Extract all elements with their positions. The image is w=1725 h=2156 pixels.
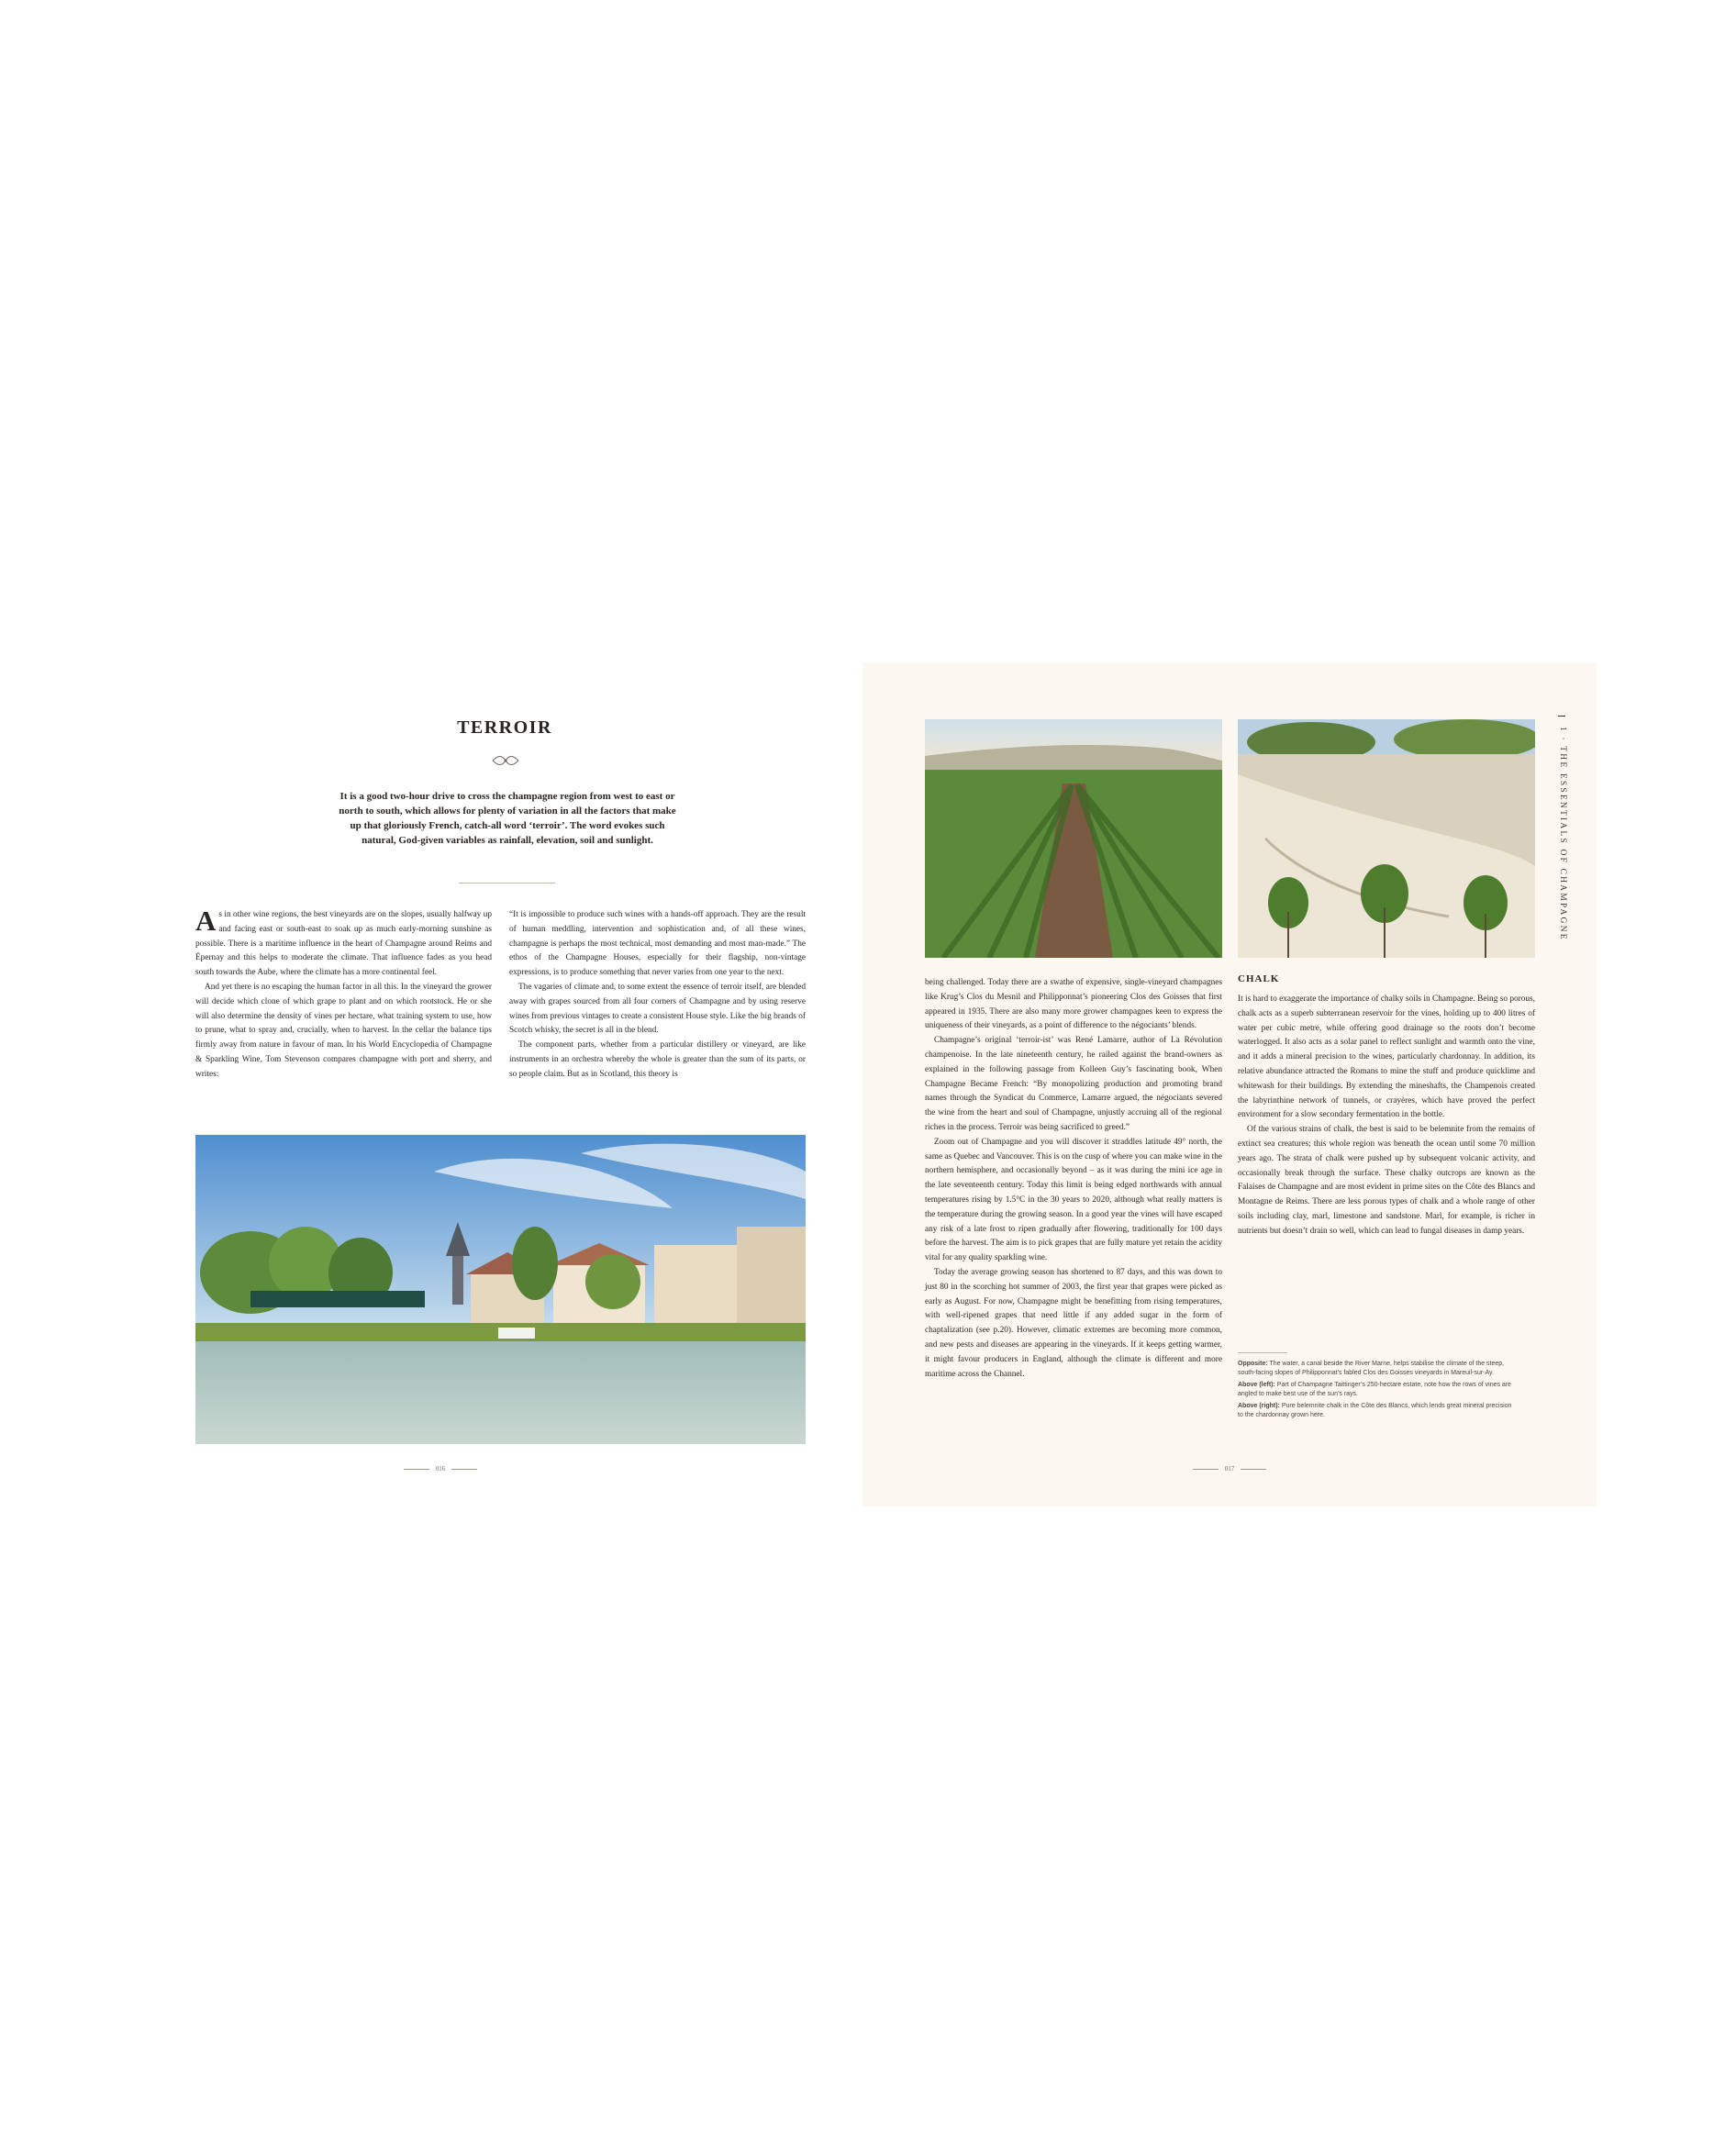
divider [1558,716,1565,717]
body-paragraph: And yet there is no escaping the human factor in all this. In the vineyard the grower will decide which clone of which grape to plant and on which rootstock. He or she will also determine the density of vines per hectare, what training system to use, how to prune, what to spray and, crucially, when to harvest. In the cellar the balance tips firmly away from nature in favour of man. In his World Encyclopedia of Champagne & Sparkling Wine, Tom Stevenson compares champagne with port and sherry, and writes: [195,982,492,1079]
ornament-icon [491,754,520,767]
divider [1238,1352,1287,1353]
text-column-2 [509,908,806,1083]
caption: Above (right): Pure belemnite chalk in the Côte des Blancs, which lends great mineral precision to the chardonnay grown here. [1238,1403,1512,1418]
village-canal-photo [195,1135,806,1444]
body-paragraph: As in other wine regions, the best vineyards are on the slopes, usually halfway up and facing east or south-east to soak up as much early-morning sunshine as possible. There is a maritime influence in the heart of Champagne around Reims and Épernay and this helps to moderate the climate. That influence fades as you head south towards the Aube, where the climate has a more continental feel. [195,905,492,978]
text-column-3 [925,976,1222,1382]
photo-captions [1238,1360,1513,1423]
page-title: TERROIR [457,717,552,738]
body-paragraph: “It is impossible to produce such wines with a hands-off approach. They are the result of human meddling, intervention and sophistication and, of all these wines, champagne is perhaps the most technical, most demanding and most man-made.” The ethos of the Champagne Houses, especially for their flagship, non-vintage expressions, is to produce something that never varies from one year to the next. [509,910,806,978]
body-paragraph: being challenged. Today there are a swathe of expensive, single-vineyard champagnes like Krug’s Clos du Mesnil and Philipponnat’s pioneering Clos des Goisses that first appeared in 1935. There are also many more grower champagnes keen to express the uniqueness of their vineyards, as a point of difference to the négociants’ blends. [925,978,1222,1031]
left-page [138,662,872,1506]
chapter-label: 1 · THE ESSENTIALS OF CHAMPAGNE [1558,727,1567,941]
right-page [862,662,1597,1506]
vineyard-rows-photo [925,719,1222,958]
body-paragraph: It is hard to exaggerate the importance of chalky soils in Champagne. Being so porous, chalk acts as a superb subterranean reservoir for the vines, holding up to 400 litres of water per cubic metre, while offering good drainage so the roots don’t become waterlogged. It also acts as a solar panel to reflect sunlight and warmth onto the vine, and it adds a mineral precision to the wines, particularly chardonnay. In addition, its relative abundance attracted the Romans to mine the stuff and produce quicklime and whitewash for their buildings. By extending the mineshafts, the Champenois created the labyrinthine network of tunnels, or crayères, which have proved the perfect environment for a slow secondary fermentation in the bottle. [1238,995,1535,1120]
body-paragraph: Today the average growing season has shortened to 87 days, and this was down to just 80 in the scorching hot summer of 2003, the first year that grapes were picked as early as August. For now, Champagne might be benefitting from rising temperatures, with well-ripened grapes that need little if any added sugar in the form of chaptalization (see p.20). However, climatic extremes are becoming more common, and new pests and diseases are appearing in the vineyards. If it keeps getting warmer, it might favour producers in England, although the climate is different and more maritime across the Channel. [925,1267,1222,1379]
page-number: 017 [1193,1465,1266,1474]
page-number: 016 [404,1465,477,1474]
body-paragraph: Champagne’s original ‘terroir-ist’ was René Lamarre, author of La Révolution champenoise. In the late nineteenth century, he railed against the brand-owners as explained in the following passage from Kolleen Guy’s fascinating book, When Champagne Became French: “By monopolizing production and promoting brand names through the Syndicat du Commerce, Lamarre argued, the négociants severed the wine from the heart and soul of Champagne, unjustly accruing all of the regional riches in the process. Terroir was being sacrificed to greed.” [925,1036,1222,1132]
body-paragraph: Of the various strains of chalk, the best is said to be belemnite from the remains of extinct sea creatures; this whole region was beneath the ocean until some 70 million years ago. The strata of chalk were pushed up by subsequent volcanic activity, and occasionally break through the surface. These chalky outcrops are known as the Falaises de Champagne and are most evident in prime sites on the Côte des Blancs and Montagne de Reims. There are less porous types of chalk and a whole range of other soils including clay, marl, limestone and sandstone. Marl, for example, is richer in nutrients but doesn’t drain so well, which can lead to fungal diseases in damp years. [1238,1125,1535,1236]
drop-cap: A [195,905,217,937]
caption: Above (left): Part of Champagne Taittinger’s 250-hectare estate, note how the rows of vines are angled to make best use of the sun’s rays. [1238,1382,1512,1397]
text-column-1 [195,905,492,1083]
divider [459,883,555,884]
chalk-soil-photo [1238,719,1535,958]
body-paragraph: Zoom out of Champagne and you will discover it straddles latitude 49° north, the same as Quebec and Vancouver. This is on the cusp of where you can make wine in the northern hemisphere, and occasionally beyond – as it was during the mini ice age in the late seventeenth century. Today this limit is being edged northwards with annual temperatures rising by 1.5°C in the 30 years to 2020, although what really matters is the temperature during the growing season. In a good year the vines will have escaped any risk of a late frost to ripen gradually after flowering, traditionally for 100 days before the harvest. The aim is to pick grapes that are fully mature yet retain the acidity vital for any quality sparkling wine. [925,1137,1222,1263]
body-paragraph: The vagaries of climate and, to some extent the essence of terroir itself, are blended away with grapes sourced from all four corners of Champagne and by using reserve wines from previous vintages to create a consistent House style. Like the big brands of Scotch whisky, the secret is all in the blend. [509,982,806,1036]
intro-paragraph: It is a good two-hour drive to cross the champagne region from west to east or north to south, which allows for plenty of variation in all the factors that make up that gloriously French, catch-all word ‘terroir’. The word evokes such natural, God-given variables as rainfall, elevation, soil and sunlight. [339,791,676,846]
text-column-4 [1238,993,1535,1239]
section-heading: CHALK [1238,973,1280,984]
body-paragraph: The component parts, whether from a particular distillery or vineyard, are like instruments in an orchestra whereby the whole is greater than the sum of its parts, or so people claim. But as in Scotland, this theory is [509,1040,806,1079]
caption: Opposite: The water, a canal beside the River Marne, helps stabilise the climate of the steep, south-facing slopes of Philipponnat’s fabled Clos des Goisses vineyards in Mareuil-sur-Ay. [1238,1361,1505,1376]
